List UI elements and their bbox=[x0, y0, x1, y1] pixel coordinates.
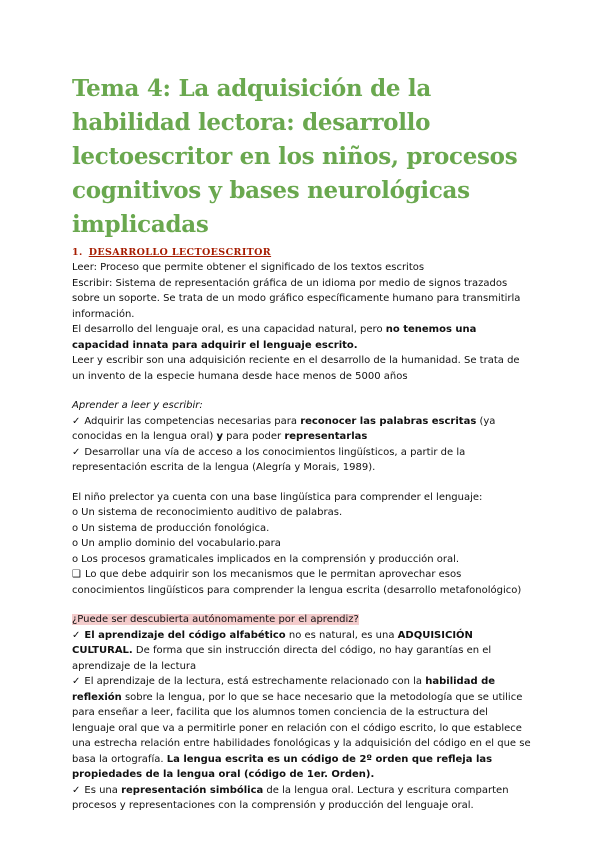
circle-bullet-icon: o bbox=[72, 522, 79, 534]
highlighted-question: ¿Puede ser descubierta autónomamente por el aprendiz? bbox=[72, 614, 359, 625]
checkmark-icon: ✓ bbox=[72, 446, 81, 458]
document-content bbox=[72, 72, 532, 814]
prelector-intro: El niño prelector ya cuenta con una base lingüística para comprender el lenguaje: bbox=[72, 491, 483, 503]
spacer bbox=[72, 384, 532, 398]
section-title: DESARROLLO LECTOESCRITOR bbox=[88, 247, 272, 258]
text-span: para poder bbox=[222, 431, 285, 442]
text-span: Adquirir las competencias necesarias para bbox=[84, 415, 301, 427]
check-item-codigo-alfabetico bbox=[72, 628, 532, 675]
text-span: de la lengua oral. Lectura y escritura comparten procesos y representaciones con la comprensión y producción del lenguaje oral. bbox=[72, 784, 509, 811]
list-item-text: Los procesos gramaticales implicados en la comprensión y producción oral. bbox=[81, 553, 460, 565]
spacer bbox=[72, 598, 532, 612]
box-bullet-item bbox=[72, 567, 532, 598]
bold-span: habilidad de reflexión bbox=[72, 676, 496, 703]
bold-span: reconocer las palabras escritas bbox=[300, 415, 477, 427]
text-span: no es natural, es una bbox=[285, 629, 398, 641]
check-item-via-acceso bbox=[72, 445, 532, 476]
subheading-aprender: Aprender a leer y escribir: bbox=[72, 400, 203, 411]
bold-span: El aprendizaje del código alfabético bbox=[84, 629, 286, 641]
checkmark-icon: ✓ bbox=[72, 629, 81, 641]
checkmark-icon: ✓ bbox=[72, 415, 81, 427]
paragraph-lenguaje-oral bbox=[72, 322, 532, 353]
paragraph-adquisicion-reciente: Leer y escribir son una adquisición reciente en el desarrollo de la humanidad. Se trata de un invento de la especie humana desde hace menos de 5000 años bbox=[72, 355, 520, 382]
bold-span: no tenemos una capacidad innata para adquirir el lenguaje escrito. bbox=[72, 324, 477, 351]
section-heading bbox=[72, 246, 532, 260]
text-span: (ya conocidas en la lengua oral) bbox=[72, 415, 496, 442]
text-span: De forma que sin instrucción directa del código, no hay garantías en el aprendizaje de la lectura bbox=[72, 645, 492, 672]
check-item-reflexion bbox=[72, 674, 532, 783]
text-span: Desarrollar una vía de acceso a los conocimientos lingüísticos, a partir de la representación escrita de la lengua (Alegría y Morais, 1989). bbox=[72, 446, 466, 473]
text-span: El desarrollo del lenguaje oral, es una capacidad natural, pero bbox=[72, 324, 386, 335]
list-item-text: Un sistema de producción fonológica. bbox=[81, 522, 270, 534]
bold-span: representarlas bbox=[284, 431, 368, 442]
bold-span: y bbox=[216, 431, 223, 442]
circle-bullet-icon: o bbox=[72, 553, 79, 565]
bold-span: ADQUISICIÓN CULTURAL. bbox=[72, 629, 473, 656]
spacer bbox=[72, 476, 532, 490]
list-item-text: Un sistema de reconocimiento auditivo de palabras. bbox=[81, 507, 343, 518]
text-span: Lo que debe adquirir son los mecanismos que le permitan aprovechar esos conocimientos lingüísticos para comprender la lengua escrita (desarrollo metafonológico) bbox=[72, 569, 522, 596]
bold-span: La lengua escrita es un código de 2º orden que refleja las propiedades de la lengua oral (código de 1er. Orden). bbox=[72, 753, 493, 780]
text-span: sobre la lengua, por lo que se hace necesario que la metodología que se utilice para enseñar a leer, facilita que los alumnos tomen conciencia de la estructura del lenguaje oral que va a permitirle poner en relación con el código escrito, lo que establece una estrecha relación entre habilidades fonológicas y la adquisición del código en el que se basa la ortografía. bbox=[72, 691, 531, 765]
check-item-reconocer bbox=[72, 414, 532, 445]
question-heading bbox=[72, 612, 532, 628]
definition-leer: Leer: Proceso que permite obtener el significado de los textos escritos bbox=[72, 262, 425, 273]
section-number: 1. bbox=[72, 247, 83, 258]
check-item-representacion bbox=[72, 783, 532, 814]
text-span: El aprendizaje de la lectura, está estrechamente relacionado con la bbox=[84, 676, 426, 687]
list-item bbox=[72, 521, 532, 537]
text-span: Es una bbox=[84, 784, 122, 796]
definition-escribir: Escribir: Sistema de representación gráfica de un idioma por medio de signos trazados sobre un soporte. Se trata de un modo gráfico específicamente humano para transmitirla información. bbox=[72, 277, 521, 320]
box-bullet-icon: ❑ bbox=[72, 569, 81, 580]
list-item-text: Un amplio dominio del vocabulario.para bbox=[81, 538, 281, 549]
bold-span: representación simbólica bbox=[121, 784, 264, 796]
circle-bullet-icon: o bbox=[72, 507, 79, 518]
checkmark-icon: ✓ bbox=[72, 784, 81, 796]
circle-bullet-icon: o bbox=[72, 538, 79, 549]
list-item bbox=[72, 505, 532, 521]
checkmark-icon: ✓ bbox=[72, 676, 81, 687]
list-item bbox=[72, 536, 532, 552]
list-item bbox=[72, 552, 532, 568]
page-title: Tema 4: La adquisición de la habilidad lectora: desarrollo lectoescritor en los niños, procesos cognitivos y bases neurológicas implicadas bbox=[72, 75, 518, 238]
